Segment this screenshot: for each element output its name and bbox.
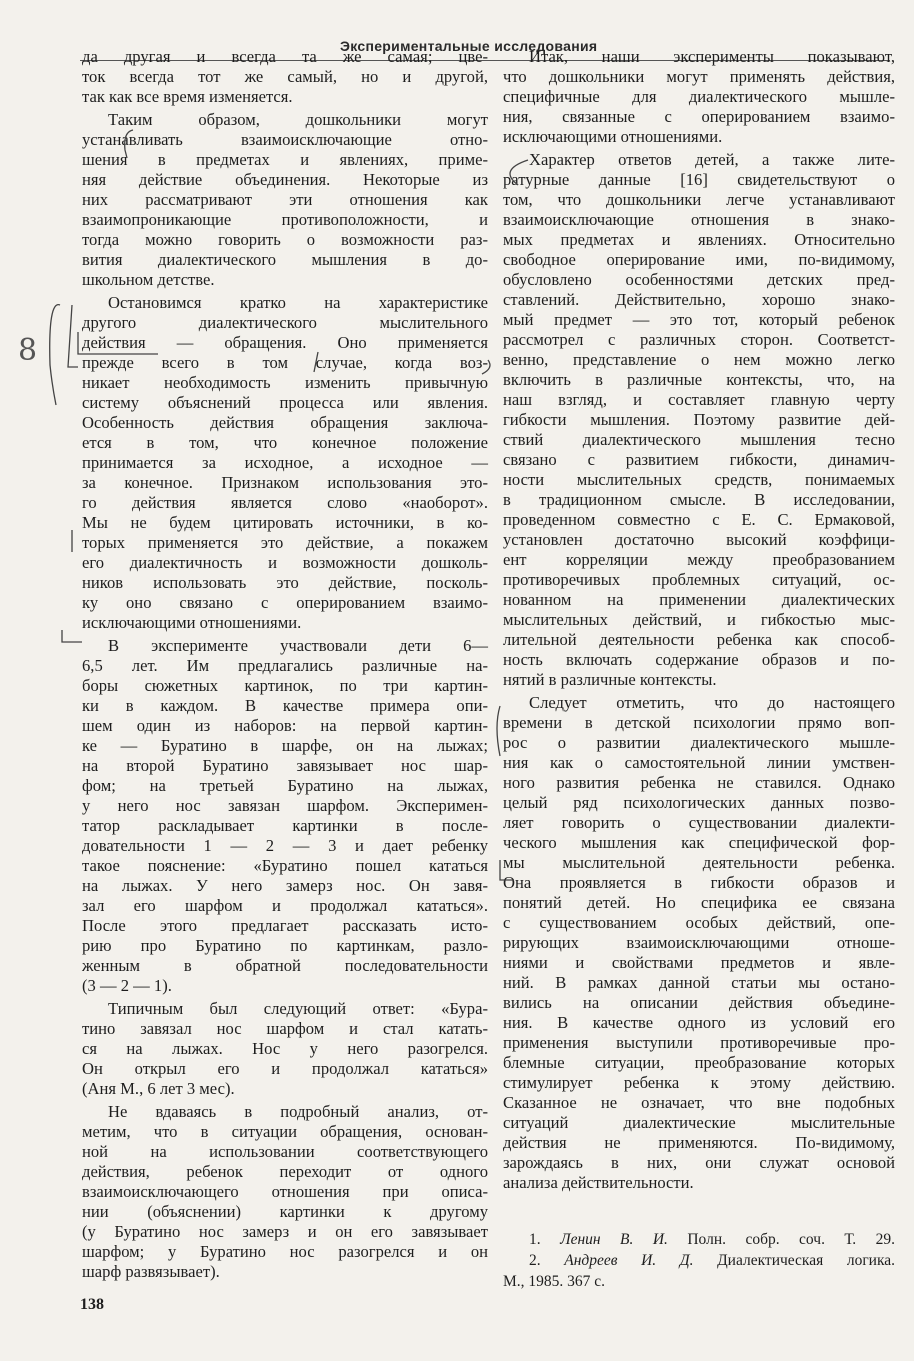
text-line: мы мыслительной деятельности ребенка.	[503, 853, 895, 872]
text-line: ния, связанные с оперированием взаимо-	[503, 107, 895, 126]
text-line: такое пояснение: «Буратино пошел кататься	[82, 856, 488, 875]
text-line: применения выступили противоречивые про-	[503, 1033, 895, 1052]
text-line: (у Буратино нос замерз и он его завязывает	[82, 1222, 488, 1241]
text-line: включить в различные контексты, что, на	[503, 370, 895, 389]
margin-note: 8	[18, 333, 38, 368]
text-line: метим, что в ситуации обращения, основан-	[82, 1122, 488, 1141]
text-line: времени в детской психологии прямо воп-	[503, 713, 895, 732]
paragraph	[82, 110, 488, 290]
text-line: гибкости мышления. Поэтому развитие дей-	[503, 410, 895, 429]
text-line: ставлений. Действительно, хорошо знако-	[503, 290, 895, 309]
right-column	[503, 47, 895, 1196]
text-line: рассмотрел с различных сторон. Соответст-	[503, 330, 895, 349]
text-line: ствий диалектического мышления тесно	[503, 430, 895, 449]
text-line: на лыжах. У него замерз нос. Он завя-	[82, 876, 488, 895]
text-line: противоречивых проблемных ситуаций, ос-	[503, 570, 895, 589]
text-line: школьном детстве.	[82, 270, 215, 289]
text-line: анализа действительности.	[503, 1173, 694, 1192]
text-line: Типичным был следующий ответ: «Бура-	[108, 999, 488, 1018]
text-line: его диалектичность и возможности дошколь-	[82, 553, 488, 572]
text-line: шения в предметах и явлениях, приме-	[82, 150, 488, 169]
text-line: ной на использовании соответствующего	[82, 1142, 488, 1161]
text-line: том, что дошкольники легче устанавливают	[503, 190, 895, 209]
paragraph	[82, 1102, 488, 1282]
footnote-1: 1. Ленин В. И. Полн. собр. соч. Т. 29.	[529, 1231, 896, 1248]
text-line: установлен достаточно высокий коэффици-	[503, 530, 895, 549]
footnotes	[503, 1229, 895, 1292]
paragraph	[503, 693, 895, 1193]
text-line: исключающими отношениями.	[82, 613, 302, 632]
text-line: ток всегда тот же самый, но и другой,	[82, 67, 488, 86]
text-line: прежде всего в том случае, когда воз-	[82, 353, 488, 372]
text-line: Сказанное не означает, что вне подобных	[503, 1093, 895, 1112]
text-line: тино завязал нос шарфом и стал катать-	[82, 1019, 488, 1038]
text-line: ситуаций диалектические мыслительные	[503, 1113, 895, 1132]
text-line: довательности 1 — 2 — 3 и дает ребенку	[82, 836, 488, 855]
text-line: (3 — 2 — 1).	[82, 976, 172, 995]
text-line: го действия является слово «наоборот».	[82, 493, 488, 512]
text-line: 6,5 лет. Им предлагались различные на-	[82, 656, 488, 675]
text-line: рос о развитии диалектического мышле-	[503, 733, 895, 752]
text-line: Особенность действия обращения заключа-	[82, 413, 488, 432]
footnote-2: 2. Андреев И. Д. Диалектическая логика.	[529, 1252, 896, 1269]
text-line: ний. В рамках данной статьи мы остано-	[503, 973, 895, 992]
text-line: После этого предлагает рассказать исто-	[82, 916, 488, 935]
text-line: рию про Буратино по картинкам, разло-	[82, 936, 488, 955]
text-line: Не вдаваясь в подробный анализ, от-	[108, 1102, 488, 1121]
left-column	[82, 47, 488, 1285]
text-line: ляет говорить о существовании диалекти-	[503, 813, 895, 832]
text-line: лительной деятельности ребенка как способ-	[503, 630, 895, 649]
paragraph	[82, 47, 488, 107]
text-line: зарождаясь в них, они служат основой	[503, 1153, 895, 1172]
text-line: проведенном совместно с Е. С. Ермаковой,	[503, 510, 895, 529]
text-line: за конечное. Признаком использования это-	[82, 473, 488, 492]
text-line: Характер ответов детей, а также лите-	[529, 150, 895, 169]
text-line: (Аня М., 6 лет 3 мес).	[82, 1079, 235, 1098]
text-line: тогда можно говорить о возможности раз-	[82, 230, 488, 249]
text-line: ного развития ребенка не ставился. Однако	[503, 773, 895, 792]
text-line: Следует отметить, что до настоящего	[529, 693, 895, 712]
text-line: них рассматривают эти отношения как	[82, 190, 488, 209]
text-line: вились на описании действия объедине-	[503, 993, 895, 1012]
text-line: Мы не будем цитировать источники, в ко-	[82, 513, 488, 532]
text-line: да другая и всегда та же самая; цве-	[82, 47, 488, 66]
text-line: Итак, наши эксперименты показывают,	[529, 47, 895, 66]
text-line: действия не применяются. По-видимому,	[503, 1133, 895, 1152]
page-number: 138	[80, 1296, 104, 1313]
text-line: специфичные для диалектического мышле-	[503, 87, 895, 106]
text-line: ников использовать это действие, посколь-	[82, 573, 488, 592]
text-line: взаимопроникающие противоположности, и	[82, 210, 488, 229]
text-line: исключающими отношениями.	[503, 127, 723, 146]
text-line: устанавливать взаимоисключающие отно-	[82, 130, 488, 149]
text-line: ратурные данные [16] свидетельствуют о	[503, 170, 895, 189]
text-line: принимается за исходное, а исходное —	[82, 453, 488, 472]
text-line: мых предметах и явлениях. Относительно	[503, 230, 895, 249]
text-line: систему объяснений процесса или явления.	[82, 393, 488, 412]
text-line: у него нос завязан шарфом. Эксперимен-	[82, 796, 488, 815]
text-line: наш взгляд, и составляет главную черту	[503, 390, 895, 409]
text-line: няя действие объединения. Некоторые из	[82, 170, 488, 189]
text-line: нии (объяснении) картинки к другому	[82, 1202, 488, 1221]
text-line: действия — обращения. Оно применяется	[82, 333, 488, 352]
text-line: ния как о самостоятельной линии умствен-	[503, 753, 895, 772]
text-line: в традиционном смысле. В исследовании,	[503, 490, 895, 509]
text-line: ность включать содержание образов и по-	[503, 650, 895, 669]
paragraph	[82, 293, 488, 633]
text-line: шем один из наборов: на первой картин-	[82, 716, 488, 735]
text-line: шарф развязывает).	[82, 1262, 220, 1281]
text-line: стимулирует ребенка к этому действию.	[503, 1073, 895, 1092]
paragraph	[82, 636, 488, 996]
text-line: В эксперименте участвовали дети 6—	[108, 636, 488, 655]
text-line: обусловлено особенностями детских пред-	[503, 270, 895, 289]
text-line: мыслительных действий, и гибкостью мыс-	[503, 610, 895, 629]
text-line: вития диалектического мышления в до-	[82, 250, 488, 269]
paragraph	[503, 47, 895, 147]
text-line: Она проявляется в гибкости образов и	[503, 873, 895, 892]
text-line: венно, представление о нем можно легко	[503, 350, 895, 369]
text-line: нятий в различные контексты.	[503, 670, 717, 689]
text-line: действия, ребенок переходит от одного	[82, 1162, 488, 1181]
text-line: взаимоисключающие отношения в знако-	[503, 210, 895, 229]
text-line: никает необходимость изменить привычную	[82, 373, 488, 392]
text-line: фом; на третьей Буратино на лыжах,	[82, 776, 488, 795]
text-line: ся на лыжах. Нос у него разогрелся.	[82, 1039, 488, 1058]
text-line: ке — Буратино в шарфе, он на лыжах;	[82, 736, 488, 755]
text-line: ется в том, что конечное положение	[82, 433, 488, 452]
text-line: ческого мышления как специфической фор-	[503, 833, 895, 852]
text-line: что дошкольники могут применять действия,	[503, 67, 895, 86]
text-line: свободное оперирование ими, по-видимому,	[503, 250, 895, 269]
text-line: ки в каждом. В качестве примера опи-	[82, 696, 488, 715]
paragraph	[82, 999, 488, 1099]
text-line: нованном на применении диалектических	[503, 590, 895, 609]
text-line: женным в обратной последовательности	[82, 956, 488, 975]
footnote-2-cont: М., 1985. 367 с.	[503, 1273, 606, 1290]
text-line: на второй Буратино завязывает нос шар-	[82, 756, 488, 775]
text-line: блемные ситуации, преобразование которых	[503, 1053, 895, 1072]
text-line: связано с развитием гибкости, динамич-	[503, 450, 895, 469]
text-line: рирующих взаимоисключающими отноше-	[503, 933, 895, 952]
text-line: Таким образом, дошкольники могут	[108, 110, 488, 129]
text-line: зал его шарфом и продолжал кататься».	[82, 896, 488, 915]
text-line: ности мыслительных средств, понимаемых	[503, 470, 895, 489]
text-line: ку оно связано с оперированием взаимо-	[82, 593, 488, 612]
bracket-mark	[50, 305, 60, 405]
text-line: так как все время изменяется.	[82, 87, 293, 106]
text-line: торых применяется это действие, а покажем	[82, 533, 488, 552]
text-line: ент корреляции между преобразованием	[503, 550, 895, 569]
text-line: ния. В качестве одного из условий его	[503, 1013, 895, 1032]
running-header: Экспериментальные исследования	[340, 38, 598, 54]
text-line: шарфом; у Буратино нос разогрелся и он	[82, 1242, 488, 1261]
paragraph	[503, 150, 895, 690]
text-line: татор раскладывает картинки в после-	[82, 816, 488, 835]
text-line: боры сюжетных картинок, по три картин-	[82, 676, 488, 695]
text-line: другого диалектического мыслительного	[82, 313, 488, 332]
text-line: понятий детей. Но специфика ее связана	[503, 893, 895, 912]
text-line: взаимоисключающего отношения при описа-	[82, 1182, 488, 1201]
text-line: ниями и свойствами предметов и явле-	[503, 953, 895, 972]
text-line: Остановимся кратко на характеристике	[108, 293, 488, 312]
text-line: Он открыл его и продолжал кататься»	[82, 1059, 488, 1078]
text-line: целый ряд психологических данных позво-	[503, 793, 895, 812]
text-line: с существованием особых действий, опе-	[503, 913, 895, 932]
text-line: мый предмет — это тот, который ребенок	[503, 310, 895, 329]
